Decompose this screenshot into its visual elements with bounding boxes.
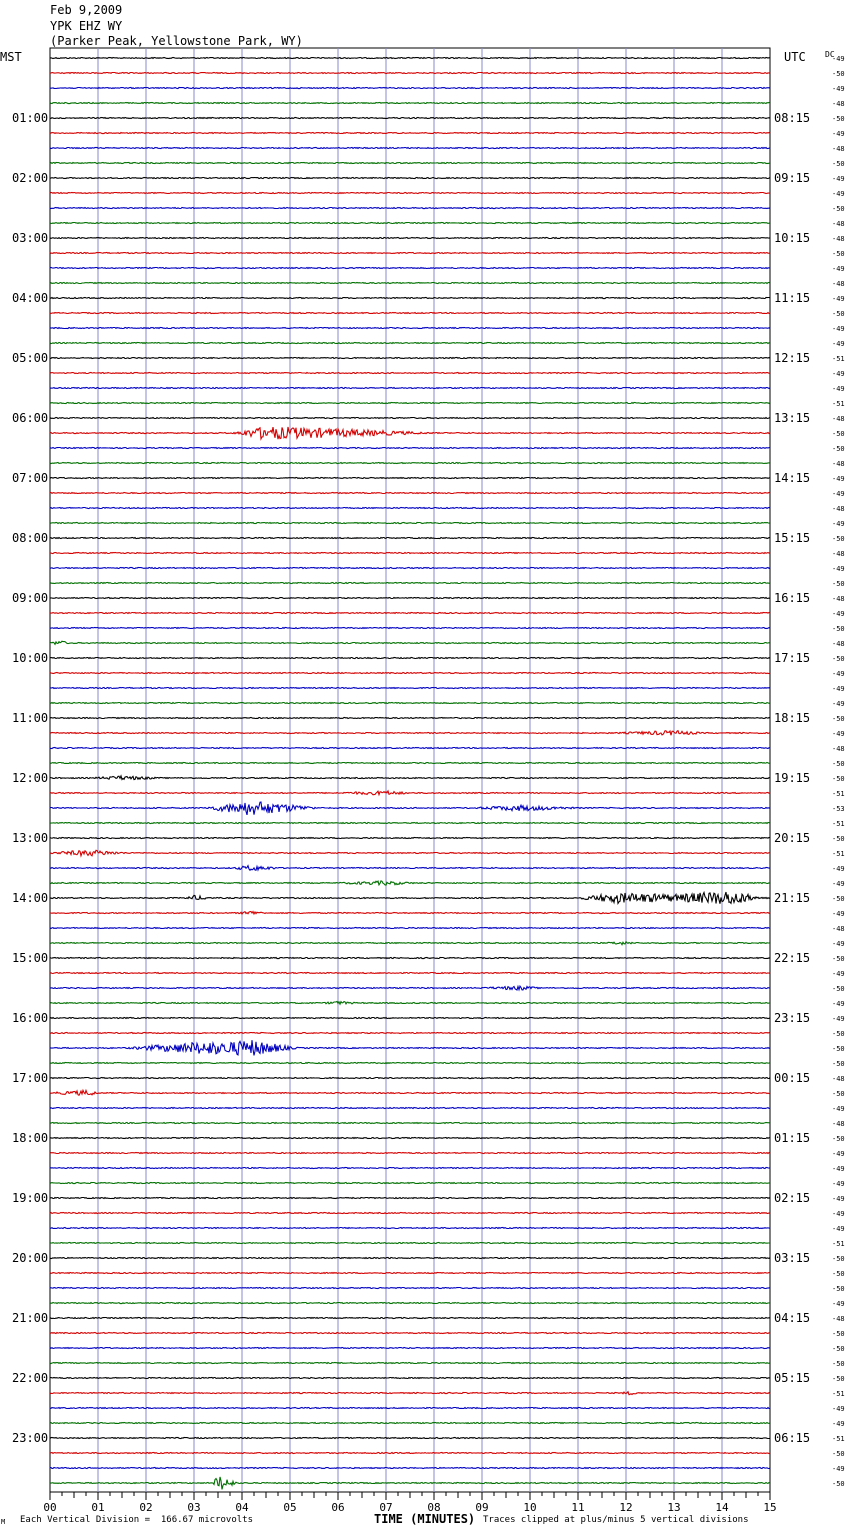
seismic-trace — [50, 1408, 770, 1409]
mst-hour-label: 20:00 — [12, 1251, 49, 1265]
x-tick-label: 13 — [667, 1501, 681, 1514]
dc-offset-value: -49 — [832, 340, 845, 348]
seismic-trace — [50, 133, 770, 134]
seismic-trace — [50, 673, 770, 674]
dc-offset-value: -49 — [832, 610, 845, 618]
mst-hour-label: 14:00 — [12, 891, 49, 905]
seismic-trace — [50, 403, 770, 404]
mst-hour-label: 02:00 — [12, 171, 49, 185]
seismic-trace — [50, 478, 770, 479]
seismic-trace — [50, 1033, 770, 1034]
seismic-trace — [50, 986, 770, 990]
mst-hour-label: 05:00 — [12, 351, 49, 365]
seismic-trace — [50, 283, 770, 284]
seismic-trace — [50, 1138, 770, 1139]
utc-hour-label: 14:15 — [774, 471, 811, 485]
dc-offset-value: -50 — [832, 115, 845, 123]
dc-offset-value: -49 — [832, 265, 845, 273]
dc-offset-value: -49 — [832, 1405, 845, 1413]
dc-offset-value: -49 — [832, 910, 845, 918]
dc-offset-value: -49 — [832, 685, 845, 693]
seismic-trace — [50, 1040, 770, 1055]
dc-offset-value: -49 — [832, 880, 845, 888]
seismic-trace — [50, 1453, 770, 1454]
seismic-trace — [50, 628, 770, 629]
utc-hour-label: 20:15 — [774, 831, 811, 845]
dc-offset-value: -49 — [832, 1465, 845, 1473]
mst-hour-label: 03:00 — [12, 231, 49, 245]
dc-offset-value: -49 — [832, 1180, 845, 1188]
seismic-trace — [50, 223, 770, 224]
x-tick-label: 06 — [331, 1501, 345, 1514]
seismic-trace — [50, 850, 770, 856]
dc-offset-value: -48 — [832, 280, 845, 288]
dc-offset-value: -50 — [832, 655, 845, 663]
utc-hour-label: 21:15 — [774, 891, 811, 905]
seismic-trace — [50, 118, 770, 119]
seismic-trace — [50, 343, 770, 344]
dc-offset-value: -50 — [832, 580, 845, 588]
mst-hour-label: 04:00 — [12, 291, 49, 305]
plot-date: Feb 9,2009 — [50, 3, 123, 17]
dc-offset-value: -50 — [832, 1285, 845, 1293]
utc-hour-label: 16:15 — [774, 591, 811, 605]
utc-hour-label: 17:15 — [774, 651, 811, 665]
dc-offset-value: -49 — [832, 1150, 845, 1158]
seismic-trace — [50, 427, 770, 439]
dc-offset-value: -50 — [832, 1270, 845, 1278]
dc-offset-value: -50 — [832, 1255, 845, 1263]
seismic-trace — [50, 703, 770, 704]
seismic-trace — [50, 958, 770, 959]
dc-offset-value: -48 — [832, 235, 845, 243]
mst-hour-label: 22:00 — [12, 1371, 49, 1385]
seismic-trace — [50, 208, 770, 209]
mst-hour-label: 06:00 — [12, 411, 49, 425]
seismic-trace — [50, 298, 770, 299]
seismic-trace — [50, 58, 770, 59]
mst-hour-label: 16:00 — [12, 1011, 49, 1025]
seismic-trace — [50, 973, 770, 974]
dc-offset-value: -50 — [832, 1045, 845, 1053]
dc-offset-value: -49 — [832, 385, 845, 393]
dc-offset-value: -51 — [832, 790, 845, 798]
seismic-trace — [50, 1018, 770, 1019]
seismic-trace — [50, 1063, 770, 1064]
seismic-trace — [50, 238, 770, 239]
seismic-trace — [50, 148, 770, 149]
dc-offset-value: -49 — [832, 130, 845, 138]
dc-offset-value: -50 — [832, 835, 845, 843]
seismic-trace — [50, 641, 770, 644]
dc-offset-value: -49 — [832, 1195, 845, 1203]
dc-offset-value: -53 — [832, 805, 845, 813]
dc-offset-value: -49 — [832, 1225, 845, 1233]
dc-offset-value: -50 — [832, 445, 845, 453]
dc-offset-value: -49 — [832, 565, 845, 573]
dc-offset-value: -50 — [832, 205, 845, 213]
dc-offset-value: -50 — [832, 715, 845, 723]
dc-offset-value: -50 — [832, 1345, 845, 1353]
dc-offset-value: -50 — [832, 160, 845, 168]
dc-offset-value: -50 — [832, 430, 845, 438]
seismic-trace — [50, 1002, 770, 1005]
utc-hour-label: 13:15 — [774, 411, 811, 425]
seismic-trace — [50, 1363, 770, 1364]
dc-offset-value: -49 — [832, 940, 845, 948]
dc-offset-value: -48 — [832, 640, 845, 648]
x-tick-label: 04 — [235, 1501, 249, 1514]
dc-offset-value: -50 — [832, 1375, 845, 1383]
utc-hour-label: 23:15 — [774, 1011, 811, 1025]
seismic-trace — [50, 613, 770, 614]
utc-hour-label: 18:15 — [774, 711, 811, 725]
dc-offset-value: -51 — [832, 1435, 845, 1443]
clip-note: Traces clipped at plus/minus 5 vertical divisions — [483, 1515, 749, 1525]
mst-hour-label: 09:00 — [12, 591, 49, 605]
dc-offset-value: -50 — [832, 310, 845, 318]
dc-offset-value: -50 — [832, 985, 845, 993]
seismic-trace — [50, 1288, 770, 1289]
seismic-trace — [50, 538, 770, 539]
x-tick-label: 08 — [427, 1501, 441, 1514]
seismic-trace — [50, 1153, 770, 1154]
seismic-trace — [50, 163, 770, 164]
seismic-trace — [50, 268, 770, 269]
utc-hour-label: 10:15 — [774, 231, 811, 245]
x-tick-label: 02 — [139, 1501, 153, 1514]
utc-hour-label: 12:15 — [774, 351, 811, 365]
mst-hour-label: 08:00 — [12, 531, 49, 545]
dc-offset-value: -49 — [832, 670, 845, 678]
x-tick-label: 09 — [475, 1501, 489, 1514]
dc-offset-value: -49 — [832, 1015, 845, 1023]
x-tick-label: 10 — [523, 1501, 537, 1514]
dc-offset-value: -49 — [832, 1000, 845, 1008]
mst-hour-label: 17:00 — [12, 1071, 49, 1085]
seismic-trace — [50, 731, 770, 736]
seismic-trace — [50, 1423, 770, 1424]
seismic-trace — [50, 892, 770, 904]
seismic-trace — [50, 178, 770, 179]
utc-hour-label: 19:15 — [774, 771, 811, 785]
dc-offset-value: -50 — [832, 250, 845, 258]
x-tick-label: 12 — [619, 1501, 633, 1514]
x-tick-label: 03 — [187, 1501, 201, 1514]
seismic-trace — [50, 1468, 770, 1469]
dc-offset-value: -49 — [832, 700, 845, 708]
seismic-trace — [50, 776, 770, 780]
seismic-trace — [50, 583, 770, 584]
seismic-trace — [50, 193, 770, 194]
dc-offset-value: -48 — [832, 220, 845, 228]
mst-hour-label: 10:00 — [12, 651, 49, 665]
x-tick-label: 15 — [763, 1501, 777, 1514]
dc-offset-value: -49 — [832, 970, 845, 978]
dc-offset-value: -51 — [832, 850, 845, 858]
dc-offset-value: -48 — [832, 145, 845, 153]
seismic-trace — [50, 1258, 770, 1259]
seismic-trace — [50, 1438, 770, 1439]
mst-hour-label: 23:00 — [12, 1431, 49, 1445]
dc-offset-value: -49 — [832, 325, 845, 333]
utc-hour-label: 05:15 — [774, 1371, 811, 1385]
dc-offset-value: -48 — [832, 1120, 845, 1128]
plot-frame — [50, 48, 770, 1492]
seismic-trace — [50, 912, 770, 915]
dc-offset-value: -51 — [832, 820, 845, 828]
utc-hour-label: 09:15 — [774, 171, 811, 185]
utc-hour-label: 15:15 — [774, 531, 811, 545]
seismic-trace — [50, 1123, 770, 1124]
dc-offset-value: -49 — [832, 175, 845, 183]
seismic-trace — [50, 313, 770, 314]
utc-hour-label: 04:15 — [774, 1311, 811, 1325]
corner-mark: M — [1, 1518, 6, 1526]
dc-offset-value: -51 — [832, 355, 845, 363]
right-timezone-label: UTC — [784, 50, 806, 64]
seismic-trace — [50, 493, 770, 494]
seismic-trace — [50, 1213, 770, 1214]
seismic-trace — [50, 866, 770, 871]
dc-offset-value: -51 — [832, 400, 845, 408]
dc-offset-value: -50 — [832, 1450, 845, 1458]
dc-offset-value: -50 — [832, 1135, 845, 1143]
seismic-trace — [50, 942, 770, 945]
dc-offset-value: -48 — [832, 1315, 845, 1323]
seismic-trace — [50, 1273, 770, 1274]
dc-offset-value: -49 — [832, 730, 845, 738]
dc-offset-value: -49 — [832, 370, 845, 378]
seismic-trace — [50, 658, 770, 659]
seismic-trace — [50, 1090, 770, 1095]
dc-offset-value: -50 — [832, 775, 845, 783]
left-timezone-label: MST — [0, 50, 22, 64]
x-tick-label: 07 — [379, 1501, 393, 1514]
dc-offset-value: -48 — [832, 550, 845, 558]
seismic-trace — [50, 1392, 770, 1395]
dc-offset-value: -49 — [832, 1420, 845, 1428]
seismic-trace — [50, 802, 770, 815]
seismic-trace — [50, 73, 770, 74]
dc-offset-value: -50 — [832, 1090, 845, 1098]
mst-hour-label: 15:00 — [12, 951, 49, 965]
seismic-trace — [50, 388, 770, 389]
seismic-trace — [50, 1303, 770, 1304]
seismic-trace — [50, 1168, 770, 1169]
dc-offset-value: -50 — [832, 1060, 845, 1068]
utc-hour-label: 11:15 — [774, 291, 811, 305]
seismic-trace — [50, 1333, 770, 1334]
seismic-trace — [50, 823, 770, 824]
seismic-trace — [50, 1228, 770, 1229]
seismic-trace — [50, 418, 770, 419]
x-tick-label: 05 — [283, 1501, 297, 1514]
dc-offset-value: -50 — [832, 625, 845, 633]
dc-offset-value: -48 — [832, 1075, 845, 1083]
utc-hour-label: 22:15 — [774, 951, 811, 965]
seismic-trace — [50, 1108, 770, 1109]
seismic-trace — [50, 718, 770, 719]
x-tick-label: 01 — [91, 1501, 105, 1514]
dc-offset-value: -49 — [832, 295, 845, 303]
utc-hour-label: 06:15 — [774, 1431, 811, 1445]
dc-offset-value: -50 — [832, 1330, 845, 1338]
dc-offset-value: -49 — [832, 55, 845, 63]
dc-offset-value: -48 — [832, 460, 845, 468]
seismic-trace — [50, 881, 770, 885]
mst-hour-label: 11:00 — [12, 711, 49, 725]
seismic-trace — [50, 523, 770, 524]
dc-offset-value: -49 — [832, 190, 845, 198]
x-axis-title: TIME (MINUTES) — [374, 1512, 476, 1526]
dc-offset-value: -50 — [832, 535, 845, 543]
dc-offset-value: -49 — [832, 865, 845, 873]
mst-hour-label: 13:00 — [12, 831, 49, 845]
x-tick-label: 11 — [571, 1501, 585, 1514]
seismic-trace — [50, 1378, 770, 1379]
dc-offset-value: -48 — [832, 100, 845, 108]
x-tick-label: 14 — [715, 1501, 729, 1514]
dc-offset-value: -51 — [832, 1240, 845, 1248]
dc-offset-value: -49 — [832, 520, 845, 528]
dc-offset-value: -50 — [832, 1030, 845, 1038]
dc-offset-value: -50 — [832, 70, 845, 78]
seismic-trace — [50, 373, 770, 374]
seismic-trace — [50, 928, 770, 929]
seismic-trace — [50, 463, 770, 464]
seismic-trace — [50, 1078, 770, 1079]
seismic-trace — [50, 553, 770, 554]
seismic-trace — [50, 253, 770, 254]
seismic-trace — [50, 88, 770, 89]
dc-offset-value: -50 — [832, 955, 845, 963]
seismic-trace — [50, 448, 770, 449]
dc-offset-value: -50 — [832, 1360, 845, 1368]
seismic-trace — [50, 1183, 770, 1184]
dc-offset-value: -48 — [832, 595, 845, 603]
utc-hour-label: 00:15 — [774, 1071, 811, 1085]
seismic-trace — [50, 1348, 770, 1349]
seismic-trace — [50, 838, 770, 839]
seismic-trace — [50, 103, 770, 104]
seismic-trace — [50, 598, 770, 599]
seismic-trace — [50, 508, 770, 509]
utc-hour-label: 08:15 — [774, 111, 811, 125]
mst-hour-label: 01:00 — [12, 111, 49, 125]
seismic-trace — [50, 568, 770, 569]
mst-hour-label: 18:00 — [12, 1131, 49, 1145]
seismic-trace — [50, 688, 770, 689]
seismic-trace — [50, 1243, 770, 1244]
mst-hour-label: 12:00 — [12, 771, 49, 785]
seismic-trace — [50, 1477, 770, 1490]
station-code: YPK EHZ WY — [50, 19, 123, 33]
dc-offset-value: -48 — [832, 745, 845, 753]
scale-note: Each Vertical Division = 166.67 microvolts — [20, 1515, 253, 1525]
dc-label: DC — [825, 50, 835, 59]
dc-offset-value: -50 — [832, 1480, 845, 1488]
dc-offset-value: -49 — [832, 475, 845, 483]
dc-offset-value: -51 — [832, 1390, 845, 1398]
seismic-trace — [50, 763, 770, 764]
dc-offset-value: -49 — [832, 1300, 845, 1308]
x-tick-label: 00 — [43, 1501, 57, 1514]
dc-offset-value: -49 — [832, 1210, 845, 1218]
dc-offset-value: -49 — [832, 1105, 845, 1113]
seismic-trace — [50, 1198, 770, 1199]
station-location: (Parker Peak, Yellowstone Park, WY) — [50, 34, 303, 48]
mst-hour-label: 07:00 — [12, 471, 49, 485]
seismic-trace — [50, 1318, 770, 1319]
utc-hour-label: 02:15 — [774, 1191, 811, 1205]
dc-offset-value: -48 — [832, 925, 845, 933]
dc-offset-value: -50 — [832, 760, 845, 768]
seismic-trace — [50, 328, 770, 329]
dc-offset-value: -48 — [832, 505, 845, 513]
seismic-trace — [50, 748, 770, 749]
seismic-trace — [50, 358, 770, 359]
mst-hour-label: 19:00 — [12, 1191, 49, 1205]
dc-offset-value: -48 — [832, 415, 845, 423]
utc-hour-label: 01:15 — [774, 1131, 811, 1145]
dc-offset-value: -49 — [832, 85, 845, 93]
mst-hour-label: 21:00 — [12, 1311, 49, 1325]
seismic-trace — [50, 791, 770, 795]
dc-offset-value: -49 — [832, 1165, 845, 1173]
dc-offset-value: -49 — [832, 490, 845, 498]
dc-offset-value: -50 — [832, 895, 845, 903]
utc-hour-label: 03:15 — [774, 1251, 811, 1265]
